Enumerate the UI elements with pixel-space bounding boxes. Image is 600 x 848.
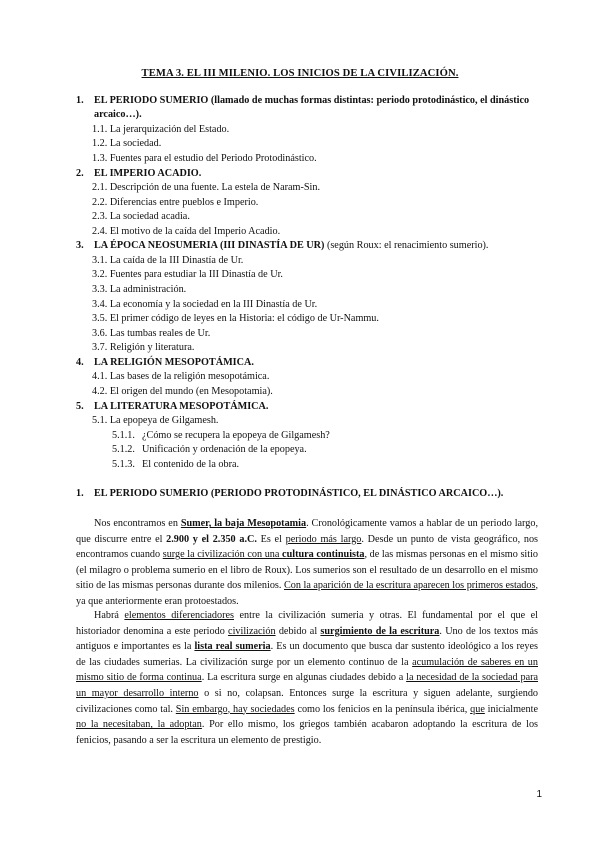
toc-subsection: 3.7. Religión y literatura. [92,342,195,354]
text-run: Sin embargo, hay sociedades [175,703,295,715]
text-run: cultura continuista [282,549,365,561]
section-heading-text: EL PERIODO SUMERIO (PERIODO PROTODINÁSTICO, EL DINÁSTICO ARCAICO…). [94,488,504,499]
text-run: Habrá [94,610,125,621]
text-run: surge la civilización con una [162,549,283,561]
text-run: , de las mismas personas en el mismo sitio (el milagro o problema sumerio en el libro de Roux). Los sumerios son el resultado de un desarrollo en el mismo sitio de las mismas personas durante dos milenios. [76,549,538,592]
toc-subsubsection: 5.1.1. ¿Cómo se recupera la epopeya de Gilgamesh? [112,429,330,441]
text-run: no la necesitaban, la adoptan [76,719,202,731]
text-run: lista real sumeria [194,641,271,653]
text-run: . Uno de los textos más antiguos e importantes es la [76,625,538,653]
text-run: Con la aparición de la escritura aparecen los primeros estados [283,580,536,592]
text-run: acumulación de saberes en un mismo sitio de forma continua [76,656,538,684]
text-run: , ya que anteriormente eran protoestados. [76,580,538,607]
text-run: . Desde un punto de vista geográfico, nos encontramos cuando [76,533,539,561]
text-run: surgimiento de la escritura [320,625,440,637]
toc-section-number: 4. [76,356,84,368]
toc-subsection: 3.5. El primer código de leyes en la Historia: el código de Ur-Nammu. [92,313,379,325]
text-run: entre la civilización sumeria y otras. El fundamental por el que el historiador denomina a este periodo [76,610,539,637]
text-run: inicialmente [484,703,538,715]
paragraph-1 [76,516,538,610]
toc-section-title: LA RELIGIÓN MESOPOTÁMICA. [94,356,254,368]
toc-subsubsection: 5.1.3. El contenido de la obra. [112,458,240,470]
toc-subsection: 1.1. La jerarquización del Estado. [92,123,230,135]
text-run: que [470,703,485,715]
toc-section-title: LA ÉPOCA NEOSUMERIA (III DINASTÍA DE UR) (según Roux: el renacimiento sumerio). [94,240,489,252]
toc-subsection: 3.4. La economía y la sociedad en la III Dinastía de Ur. [92,298,318,310]
text-run: Sumer, la baja Mesopotamia [180,518,307,529]
toc-subsection: 1.3. Fuentes para el estudio del Periodo Protodinástico. [92,153,317,164]
toc-section-number: 1. [76,95,84,106]
toc-subsection: 3.6. Las tumbas reales de Ur. [92,327,211,339]
text-run: como los fenicios en la península ibérica, [294,703,471,715]
toc-subsection: 3.3. La administración. [92,283,187,295]
toc-subsection: 2.4. El motivo de la caída del Imperio Acadio. [92,225,281,237]
toc-section [76,400,536,414]
text-run: Es el [256,533,286,545]
toc-subsection: 2.1. Descripción de una fuente. La estela de Naram-Sin. [92,182,321,193]
section-heading-number: 1. [76,488,84,499]
toc-subsection: 5.1. La epopeya de Gilgamesh. [92,414,219,426]
toc-section [76,239,536,253]
text-run: . Es un documento que busca dar sustento ideológico a los reyes de las ciudades sumerias. La civilización surge por un elemento continuo de la [76,641,539,668]
toc-section-number: 3. [76,240,84,252]
toc-subsection: 4.1. Las bases de la religión mesopotámica. [92,371,270,383]
paragraph-2 [76,608,538,748]
text-run: civilización [228,625,276,637]
toc-section-title: EL PERIODO SUMERIO (llamado de muchas formas distintas: periodo protodinástico, el dinástico arcaico…). [94,95,530,121]
toc-subsection: 3.1. La caída de la III Dinastía de Ur. [92,254,244,266]
toc-section-title: EL IMPERIO ACADIO. [94,167,202,179]
text-run: periodo más largo [285,533,362,545]
text-run: . La escritura surge en algunas ciudades debido a [201,672,407,684]
text-run: 2.900 y el 2.350 a.C. [166,533,257,545]
text-run: debido al [275,625,321,637]
text-run: . Por ello mismo, los griegos también acabaron adoptando la escritura de los fenicios, pasando a ser la escritura un elemento de prestigio. [76,719,539,746]
toc-subsubsection: 5.1.2. Unificación y ordenación de la epopeya. [112,444,307,456]
toc-subsection: 3.2. Fuentes para estudiar la III Dinastía de Ur. [92,269,283,281]
toc-section-number: 2. [76,167,84,179]
text-run: o si no, colapsan. Entonces surge la escritura y siguen adelante, surgiendo civilizaciones como tal. [76,687,539,715]
toc-subsection: 4.2. El origen del mundo (en Mesopotamia). [92,385,273,397]
document-title: TEMA 3. EL III MILENIO. LOS INICIOS DE LA CIVILIZACIÓN. [141,68,459,79]
section-heading [76,488,536,499]
toc-subsection: 1.2. La sociedad. [92,138,162,150]
toc-section-title: LA LITERATURA MESOPOTÁMICA. [94,400,269,412]
text-run: . Cronológicamente vamos a hablar de un periodo largo, que discurre entre el [76,518,539,545]
text-run: elementos diferenciadores [124,610,235,621]
text-run: Nos encontramos en [94,518,181,529]
toc-section [76,356,536,370]
text-run: la necesidad de la sociedad para un mayor desarrollo interno [76,672,539,699]
toc-section [76,94,536,123]
toc-subsection: 2.3. La sociedad acadia. [92,211,190,223]
toc-section-number: 5. [76,400,84,412]
toc-subsection: 2.2. Diferencias entre pueblos e Imperio. [92,196,259,208]
page-number: 1 [536,789,542,800]
toc-section [76,167,536,181]
table-of-contents [76,94,536,472]
